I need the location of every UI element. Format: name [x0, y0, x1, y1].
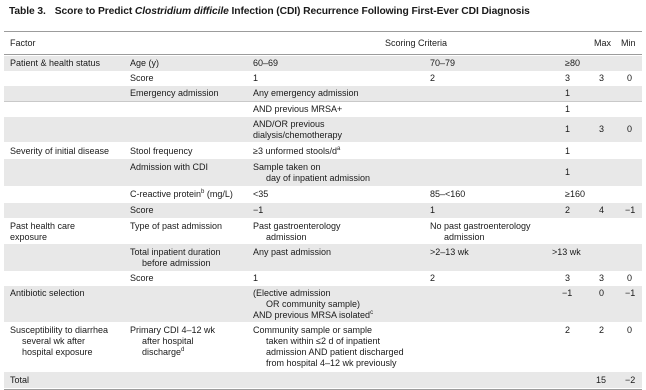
emerg1-c1: Any emergency admission	[253, 88, 359, 98]
criterion-score: Score	[130, 205, 154, 215]
table-row-crp	[4, 186, 642, 203]
score3-c2: 2	[430, 273, 436, 283]
table-row-antibiotic	[4, 286, 642, 322]
score2-max: 4	[599, 205, 605, 215]
stool-c3: 1	[565, 146, 571, 156]
admcdi-c1-line1: Sample taken on	[253, 162, 321, 172]
criterion-score: Score	[130, 273, 154, 283]
admcdi-c1-line2: day of inpatient admission	[266, 173, 371, 183]
criterion-age: Age (y)	[130, 58, 160, 68]
emerg3-c3: 1	[565, 124, 571, 134]
table-row-susceptibility	[4, 322, 642, 371]
score1-min: 0	[627, 73, 633, 83]
score3-min: 0	[627, 273, 633, 283]
criterion-duration-line1: Total inpatient duration	[130, 247, 221, 257]
table-row-score-severity	[4, 203, 642, 218]
suscept-c1-line1: Community sample or sample	[253, 325, 373, 335]
header-scoring-criteria: Scoring Criteria	[385, 38, 448, 48]
factor-susceptibility-line1: Susceptibility to diarrhea	[10, 325, 109, 335]
suscept-c1-line4: from hospital 4–12 wk previously	[266, 358, 397, 368]
factor-susceptibility-line2: several wk after	[22, 336, 86, 346]
antibiotic-c1-line2: OR community sample)	[266, 299, 361, 309]
emerg3-c1-line2: dialysis/chemotherapy	[253, 130, 343, 140]
score2-c2: 1	[430, 205, 436, 215]
pastadm-c1-line2: admission	[266, 232, 307, 242]
emerg1-c3: 1	[565, 88, 571, 98]
table-label: Table 3.	[9, 6, 46, 17]
criterion-duration-line2: before admission	[142, 258, 211, 268]
table-row-total	[4, 372, 642, 388]
score1-c3: 3	[565, 73, 571, 83]
duration-c1: Any past admission	[253, 247, 332, 257]
table-row-duration	[4, 244, 642, 271]
header-min: Min	[621, 38, 636, 48]
table-row-stool	[4, 142, 642, 159]
total-min: −2	[625, 375, 636, 385]
antibiotic-c1-line3: AND previous MRSA isolated$^c$	[253, 310, 374, 320]
age-c3: ≥80	[565, 58, 580, 68]
antibiotic-min: −1	[625, 288, 636, 298]
crp-c1: <35	[253, 189, 269, 199]
duration-c2: >2–13 wk	[430, 247, 469, 257]
total-max: 15	[596, 375, 607, 385]
suscept-c1-line2: taken within ≤2 d of inpatient	[266, 336, 381, 346]
score3-max: 3	[599, 273, 605, 283]
pastadm-c2-line2: admission	[444, 232, 485, 242]
top-rule	[4, 31, 642, 32]
suscept-min: 0	[627, 325, 633, 335]
admcdi-c3: 1	[565, 167, 571, 177]
table-row-mrsa	[4, 101, 642, 117]
criterion-primary-cdi-line3: discharge$^d$	[142, 347, 185, 357]
score2-c1: −1	[253, 205, 264, 215]
stool-c1: ≥3 unformed stools/$d^a$	[253, 146, 341, 156]
table-row-age	[4, 56, 642, 71]
criterion-admission-cdi: Admission with CDI	[130, 162, 209, 172]
score1-c2: 2	[430, 73, 436, 83]
crp-c3: ≥160	[565, 189, 585, 199]
table-row-dialysis	[4, 117, 642, 142]
emerg3-c1-line1: AND/OR previous	[253, 119, 325, 129]
header-max: Max	[594, 38, 612, 48]
age-c1: 60–69	[253, 58, 279, 68]
score1-c1: 1	[253, 73, 259, 83]
table-title-organism: Clostridium difficile	[134, 6, 229, 17]
criterion-score: Score	[130, 73, 154, 83]
criterion-primary-cdi-line2: after hospital	[142, 336, 194, 346]
emerg3-min: 0	[627, 124, 633, 134]
table-row-emergency	[4, 86, 642, 101]
antibiotic-c3: −1	[562, 288, 573, 298]
criterion-stool-frequency: Stool frequency	[130, 146, 193, 156]
factor-susceptibility-line3: hospital exposure	[22, 347, 93, 357]
suscept-max: 2	[599, 325, 605, 335]
pastadm-c1-line1: Past gastroenterology	[253, 221, 341, 231]
table-caption	[9, 6, 530, 17]
table-row-admission-cdi	[4, 159, 642, 186]
suscept-c1-line3: admission AND patient discharged	[266, 347, 404, 357]
header-factor: Factor	[10, 38, 36, 48]
suscept-c3: 2	[565, 325, 571, 335]
antibiotic-max: 0	[599, 288, 605, 298]
antibiotic-c1-line1: (Elective admission	[253, 288, 331, 298]
crp-c2: 85–<160	[430, 189, 466, 199]
pastadm-c2-line1: No past gastroenterology	[430, 221, 531, 231]
criterion-emergency-admission: Emergency admission	[130, 88, 219, 98]
score1-max: 3	[599, 73, 605, 83]
table-title-prefix: Score to Predict	[54, 6, 135, 17]
duration-c3: >13 wk	[552, 247, 581, 257]
criterion-type-past-admission: Type of past admission	[130, 221, 223, 231]
score2-min: −1	[625, 205, 636, 215]
factor-severity: Severity of initial disease	[10, 146, 110, 156]
emerg2-c3: 1	[565, 104, 571, 114]
score3-c3: 3	[565, 273, 571, 283]
age-c2: 70–79	[430, 58, 456, 68]
table-row-score-exposure	[4, 271, 642, 286]
factor-total: Total	[10, 375, 30, 385]
table-row-score-age	[4, 71, 642, 86]
factor-antibiotic: Antibiotic selection	[10, 288, 85, 298]
table-title-suffix: Infection (CDI) Recurrence Following First-Ever CDI Diagnosis	[228, 6, 530, 17]
factor-past-exposure-line2: exposure	[10, 232, 48, 242]
table-row-past-admission	[4, 218, 642, 244]
emerg2-c1: AND previous MRSA+	[253, 104, 343, 114]
factor-past-exposure-line1: Past health care	[10, 221, 76, 231]
score3-c1: 1	[253, 273, 259, 283]
emerg3-max: 3	[599, 124, 605, 134]
criterion-primary-cdi-line1: Primary CDI 4–12 wk	[130, 325, 216, 335]
score2-c3: 2	[565, 205, 571, 215]
criterion-crp: C-reactive protein$^b$ (mg/L)	[130, 189, 233, 199]
factor-patient-health: Patient & health status	[10, 58, 101, 68]
header-rule	[4, 54, 642, 55]
